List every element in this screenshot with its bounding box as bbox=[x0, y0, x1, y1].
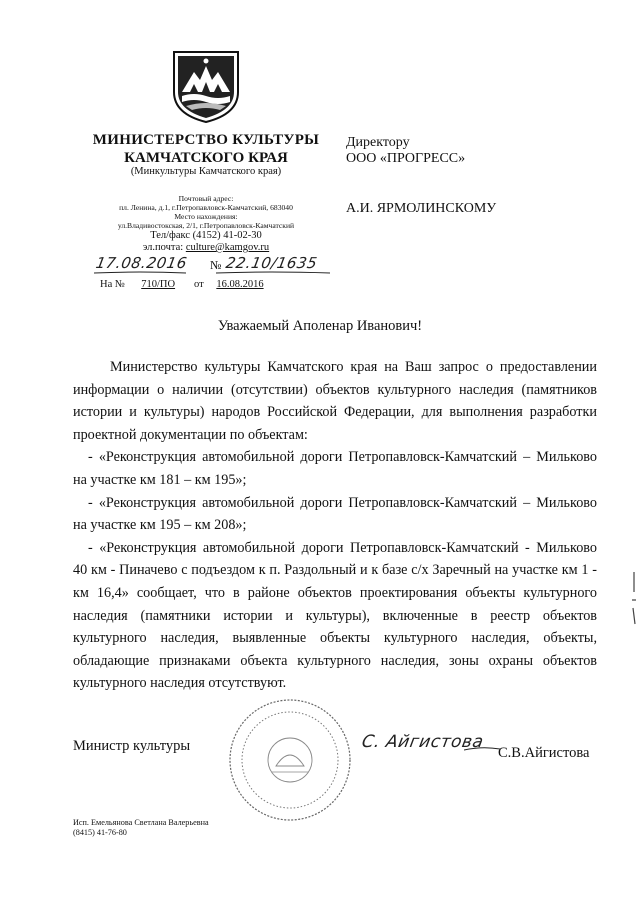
signature-stroke bbox=[464, 744, 500, 754]
ministry-name-line1: МИНИСТЕРСТВО КУЛЬТУРЫ bbox=[92, 132, 320, 148]
postal-label: Почтовый адрес: bbox=[178, 194, 234, 203]
letter-body bbox=[73, 356, 597, 695]
paragraph-object-2: - «Реконструкция автомобильной дороги Петропавловск-Камчатский – Мильково на участке км 195 – км 208»; bbox=[73, 494, 597, 534]
recipient-position: Директору bbox=[346, 135, 410, 150]
executor-name: Исп. Емельянова Светлана Валерьевна bbox=[73, 818, 209, 827]
handwritten-number: 22.10/1635 bbox=[224, 254, 319, 272]
handwritten-signature: С. Айгистова bbox=[360, 732, 486, 752]
ref-from: от bbox=[194, 279, 204, 290]
recipient-company: ООО «ПРОГРЕСС» bbox=[346, 151, 466, 166]
recipient-name: А.И. ЯРМОЛИНСКОМУ bbox=[346, 201, 497, 216]
signatory-title: Министр культуры bbox=[73, 738, 191, 754]
handwritten-date: 17.08.2016 bbox=[94, 254, 189, 272]
ministry-short-name: (Минкультуры Камчатского края) bbox=[130, 166, 282, 177]
reference-line bbox=[100, 279, 271, 290]
email-link[interactable]: culture@kamgov.ru bbox=[185, 242, 270, 253]
location-label: Место нахождения: bbox=[174, 212, 238, 221]
ref-number: 710/ПО bbox=[141, 279, 176, 290]
ministry-name-line2: КАМЧАТСКОГО КРАЯ bbox=[124, 150, 288, 166]
ref-prefix: На № bbox=[100, 279, 125, 290]
email-label: эл.почта: bbox=[142, 242, 186, 253]
underline-strokes bbox=[90, 270, 340, 276]
email-line bbox=[88, 242, 324, 253]
number-sign: № bbox=[210, 258, 222, 272]
phone-fax: Тел/факс (4152) 41-02-30 bbox=[150, 230, 262, 241]
margin-mark bbox=[630, 570, 638, 630]
location-address: ул.Владивостокская, 2/1, г.Петропавловск-Камчатский bbox=[117, 221, 295, 230]
paragraph-object-3: - «Реконструкция автомобильной дороги Петропавловск-Камчатский - Мильково 40 км - Пиначево с подъездом к п. Раздольный и к базе с/х Заречный на участке км 1 - км 16,4» сообщает, что в районе объектов проектирования объекты культурного наследия (памятники истории и культуры), включенные в реестр объектов культурного наследия, выявленные объекты культурного наследия, объекты, обладающие признаками объекта культурного наследия, зоны охраны объектов культурного наследия отсутствуют. bbox=[73, 539, 597, 692]
executor-phone: (8415) 41-76-80 bbox=[73, 828, 127, 837]
greeting: Уважаемый Аполенар Иванович! bbox=[217, 318, 423, 334]
kamchatka-coat-of-arms-icon bbox=[168, 48, 244, 124]
official-seal-stamp bbox=[226, 696, 354, 824]
postal-address: пл. Ленина, д.1, г.Петропавловск-Камчатский, 683040 bbox=[119, 203, 293, 212]
ref-date: 16.08.2016 bbox=[216, 279, 264, 290]
signatory-name: С.В.Айгистова bbox=[498, 745, 590, 761]
paragraph-intro: Министерство культуры Камчатского края на Ваш запрос о предоставлении информации о наличии (отсутствии) объектов культурного наследия (памятников истории и культуры) народов Российской Федерации, для выполнения разработки проектной документации по объектам: bbox=[73, 359, 597, 443]
paragraph-object-1: - «Реконструкция автомобильной дороги Петропавловск-Камчатский – Мильково на участке км 181 – км 195»; bbox=[73, 449, 597, 488]
